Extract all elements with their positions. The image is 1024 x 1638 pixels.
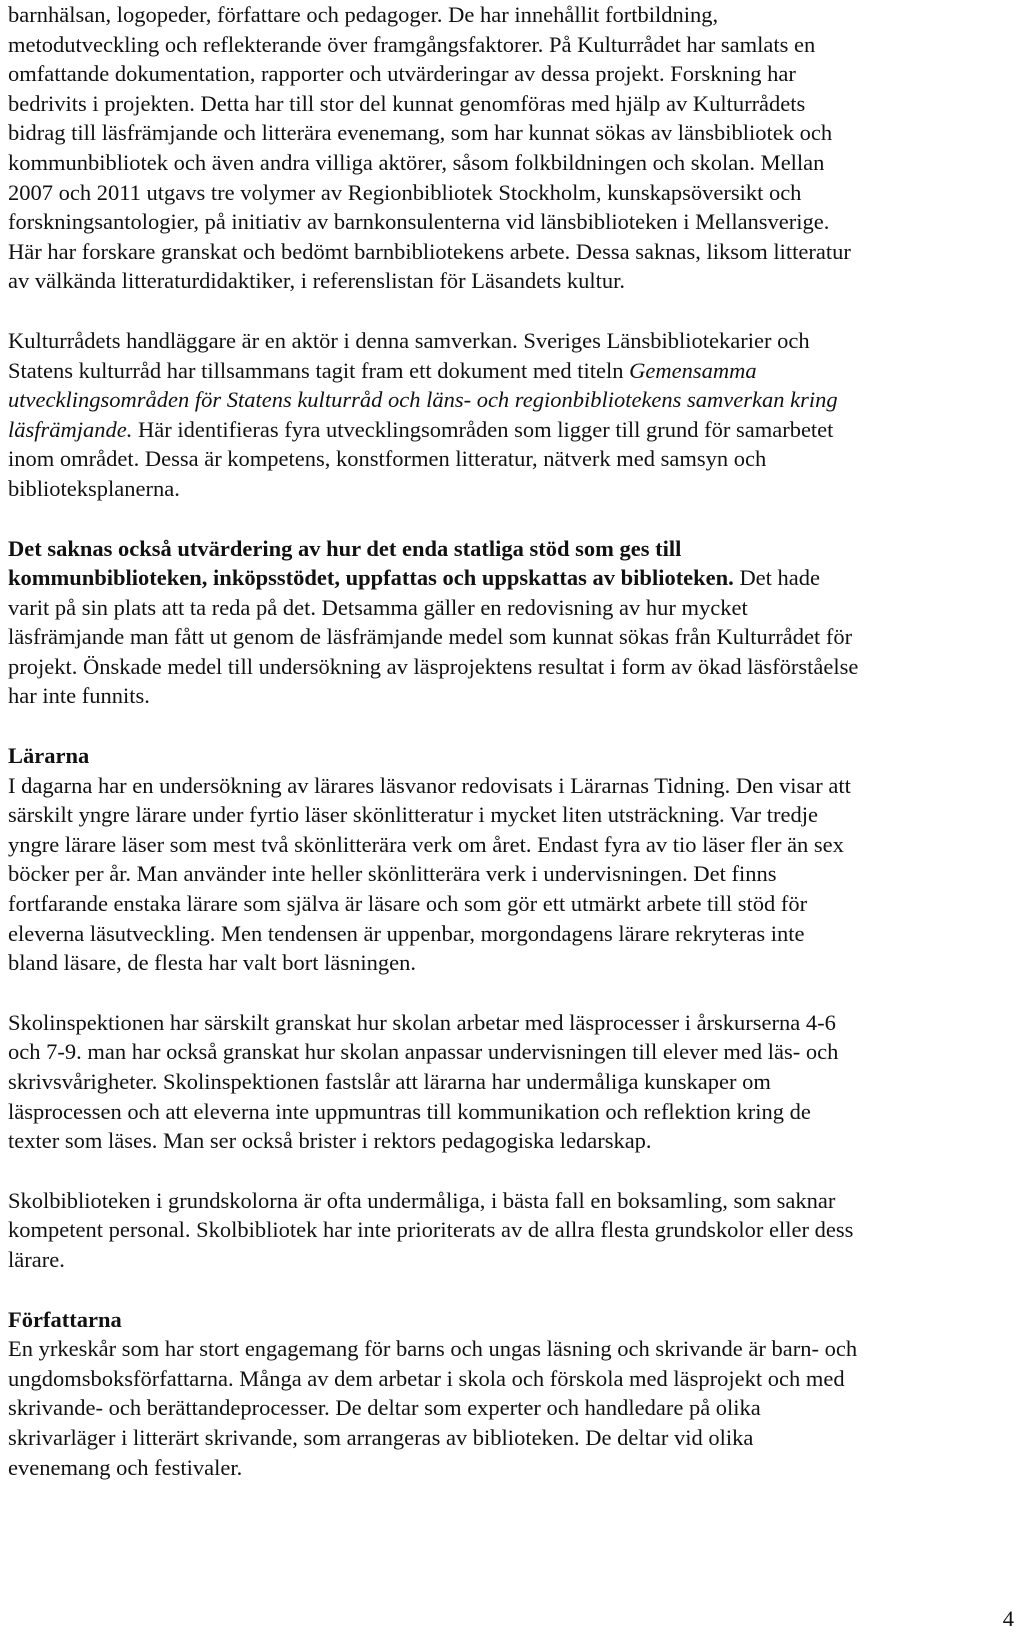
paragraph-kulturradet-text: Kulturrådets handläggare är en aktör i denna samverkan. Sveriges Länsbibliotekarier och Statens kulturråd har tillsammans tagit fram ett dokument med titeln xyxy=(8,327,810,383)
paragraph-spacer xyxy=(8,1156,998,1186)
page-number: 4 xyxy=(1002,1606,1014,1631)
document-title-italic: Gemensamma utvecklingsområden för Statens kulturråd och läns- och regionbibliotekens samverkan kring läsfrämjande. xyxy=(8,357,838,442)
paragraph-skolinspektionen: Skolinspektionen har särskilt granskat hur skolan arbetar med läsprocesser i årskurserna 4-6 och 7-9. man har också granskat hur skolan anpassar undervisningen till elever med läs- och skrivsvårigheter. Skolinspektionen fastslår att lärarna har undermåliga kunskaper om läsprocessen och att eleverna inte uppmuntras till kommunikation och reflektion kring de texter som läses. Man ser också brister i rektors pedagogiska ledarskap. xyxy=(8,1009,839,1154)
section-heading-lararna: Lärarna xyxy=(8,743,90,769)
paragraph-kulturradet xyxy=(8,326,998,504)
paragraph-kulturradet-text-end: Här identifieras fyra utvecklingsområden som ligger till grund för samarbetet inom området. Dessa är kompetens, konstformen litteratur, nätverk med samsyn och biblioteksplanerna. xyxy=(8,416,834,501)
paragraph-spacer xyxy=(8,504,998,534)
paragraph-forfattarna: En yrkeskår som har stort engagemang för barns och ungas läsning och skrivande är barn- och ungdomsboksförfattarna. Många av dem arbetar i skola och förskola med läsprojekt och med skrivande- och berättandeprocesser. De deltar som experter och handledare på olika skrivarläger i litterärt skrivande, som arrangeras av biblioteken. De deltar vid olika evenemang och festivaler. xyxy=(8,1336,858,1480)
document-page xyxy=(8,0,998,1482)
paragraph-spacer xyxy=(8,296,998,326)
section-heading-forfattarna: Författarna xyxy=(8,1306,122,1332)
paragraph-inkopsstod xyxy=(8,534,998,712)
paragraph-projects: barnhälsan, logopeder, författare och pedagoger. De har innehållit fortbildning, metodutveckling och reflekterande över framgångsfaktorer. På Kulturrådet har samlats en omfattande dokumentation, rapporter och utvärderingar av dessa projekt. Forskning har bedrivits i projekten. Detta har till stor del kunnat genomföras med hjälp av Kulturrådets bidrag till läsfrämjande och litterära evenemang, som har kunnat sökas av länsbibliotek och kommunbibliotek och även andra villiga aktörer, såsom folkbildningen och skolan. Mellan 2007 och 2011 utgavs tre volymer av Regionbibliotek Stockholm, kunskapsöversikt och forskningsantologier, på initiativ av barnkonsulenterna vid länsbiblioteken i Mellansverige. Här har forskare granskat och bedömt barnbibliotekens arbete. Dessa saknas, liksom litteratur av välkända litteraturdidaktiker, i referenslistan för Läsandets kultur. xyxy=(8,2,851,294)
bold-statement: Det saknas också utvärdering av hur det enda statliga stöd som ges till kommunbiblioteken, inköpsstödet, uppfattas och uppskattas av biblioteken. xyxy=(8,535,734,591)
paragraph-inkopsstod-text: Det hade varit på sin plats att ta reda på det. Detsamma gäller en redovisning av hur mycket läsfrämjande man fått ut genom de läsfrämjande medel som kunnat sökas från Kulturrådet för projekt. Önskade medel till undersökning av läsprojektens resultat i form av ökad läsförståelse har inte funnits. xyxy=(8,565,859,709)
paragraph-lararna: I dagarna har en undersökning av lärares läsvanor redovisats i Lärarnas Tidning. Den visar att särskilt yngre lärare under fyrtio läser skönlitteratur i mycket liten utsträckning. Var tredje yngre lärare läser som mest två skönlitterära verk om året. Endast fyra av tio läser fler än sex böcker per år. Man använder inte heller skönlitterära verk i undervisningen. Det finns fortfarande enstaka lärare som själva är läsare och som gör ett utmärkt arbete till stöd för eleverna läsutveckling. Men tendensen är uppenbar, morgondagens lärare rekryteras inte bland läsare, de flesta har valt bort läsningen. xyxy=(8,772,851,976)
paragraph-skolbibliotek: Skolbiblioteken i grundskolorna är ofta undermåliga, i bästa fall en boksamling, som saknar kompetent personal. Skolbibliotek har inte prioriterats av de allra flesta grundskolor eller dess lärare. xyxy=(8,1187,854,1272)
paragraph-spacer xyxy=(8,1275,998,1305)
paragraph-spacer xyxy=(8,711,998,741)
paragraph-spacer xyxy=(8,978,998,1008)
